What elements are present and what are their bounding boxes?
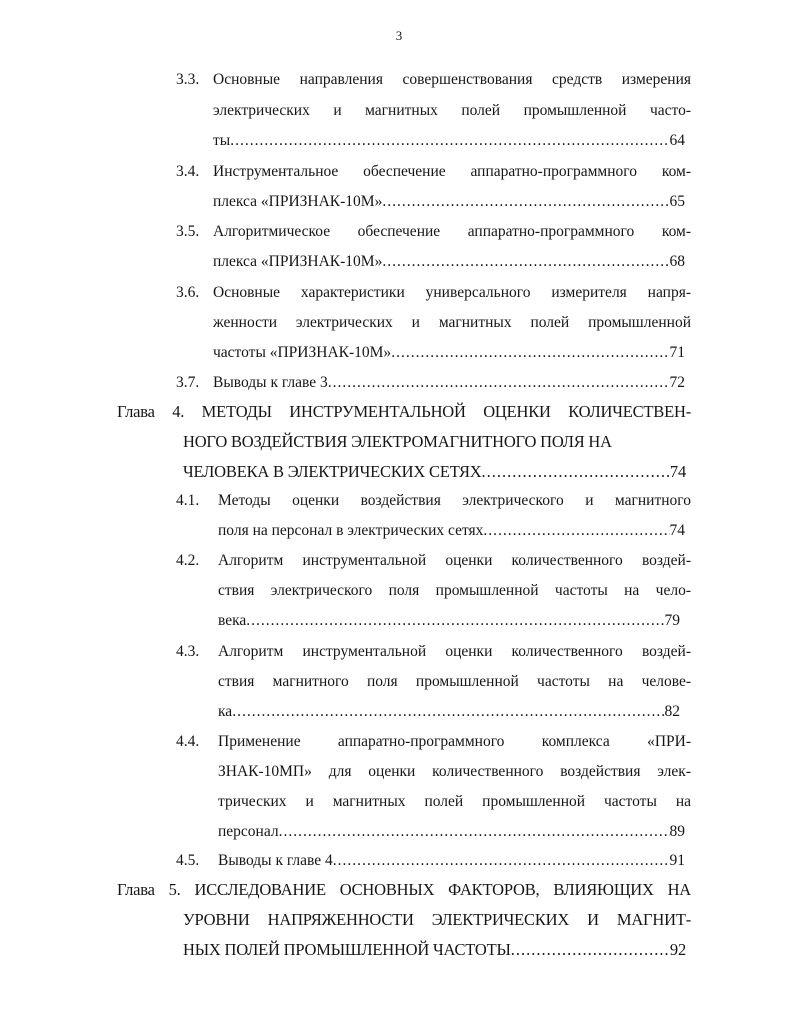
toc-leader-line <box>183 939 686 961</box>
toc-line: частоты «ПРИЗНАК-10М» <box>213 344 392 361</box>
dot-leader <box>328 373 670 393</box>
toc-line: плекса «ПРИЗНАК-10М» <box>213 193 383 210</box>
toc-leader-line <box>218 851 685 871</box>
page-ref: 79 <box>664 612 680 629</box>
section-number: 4.2. <box>176 552 200 569</box>
toc-line: персонал <box>218 823 279 840</box>
page-ref: 71 <box>669 344 685 361</box>
toc-leader-line <box>218 822 685 842</box>
section-number: 4.5. <box>176 852 200 869</box>
toc-line: электрических и магнитных полей промышленной часто- <box>213 102 691 119</box>
dot-leader <box>382 252 669 272</box>
dot-leader <box>382 192 669 212</box>
dot-leader <box>279 822 670 842</box>
toc-line: плекса «ПРИЗНАК-10М» <box>213 253 383 270</box>
chapter-title-line: Глава 5. ИССЛЕДОВАНИЕ ОСНОВНЫХ ФАКТОРОВ, ВЛИЯЮЩИХ НА <box>117 880 691 899</box>
dot-leader <box>232 702 664 722</box>
toc-leader-line <box>213 192 685 212</box>
section-number: 4.3. <box>176 643 200 660</box>
page-ref: 74 <box>669 462 686 481</box>
page-ref: 72 <box>669 374 685 391</box>
toc-line: Применение аппаратно-программного комплекса «ПРИ- <box>218 733 691 750</box>
dot-leader <box>483 521 669 541</box>
chapter-title-line: УРОВНИ НАПРЯЖЕННОСТИ ЭЛЕКТРИЧЕСКИХ И МАГНИТ- <box>183 910 691 929</box>
section-number: 3.6. <box>176 284 200 301</box>
toc-line: ты <box>213 132 231 149</box>
toc-line: женности электрических и магнитных полей промышленной <box>213 314 691 331</box>
page-ref: 89 <box>669 823 685 840</box>
dot-leader <box>511 939 670 961</box>
toc-line: ствия магнитного поля промышленной частоты на челове- <box>218 673 691 690</box>
toc-line: Основные характеристики универсального измерителя напря- <box>213 284 691 301</box>
toc-line: Методы оценки воздействия электрического и магнитного <box>218 492 691 509</box>
page-ref: 65 <box>669 193 685 210</box>
toc-line: Выводы к главе 3 <box>213 374 328 391</box>
page-ref: 68 <box>669 253 685 270</box>
page-ref: 64 <box>669 132 685 149</box>
page-ref: 82 <box>664 703 680 720</box>
page-ref: 92 <box>669 940 686 959</box>
toc-line: Выводы к главе 4 <box>218 852 333 869</box>
toc-line: Основные направления совершенствования средств измерения <box>213 71 691 88</box>
chapter-title-line: Глава 4. МЕТОДЫ ИНСТРУМЕНТАЛЬНОЙ ОЦЕНКИ КОЛИЧЕСТВЕН- <box>117 402 691 421</box>
toc-leader-line <box>183 461 686 483</box>
toc-line: века <box>218 612 247 629</box>
toc-leader-line <box>218 702 680 722</box>
toc-leader-line <box>213 373 685 393</box>
toc-leader-line <box>213 343 685 363</box>
section-number: 3.3. <box>176 71 200 88</box>
toc-leader-line <box>213 131 685 151</box>
toc-line: ЗНАК-10МП» для оценки количественного воздействия элек- <box>218 763 691 780</box>
page-number: 3 <box>395 28 403 43</box>
page-ref: 91 <box>669 852 685 869</box>
toc-leader-line <box>213 252 685 272</box>
section-number: 4.1. <box>176 492 200 509</box>
chapter-title-line: НЫХ ПОЛЕЙ ПРОМЫШЛЕННОЙ ЧАСТОТЫ <box>183 940 511 959</box>
section-number: 3.4. <box>176 163 200 180</box>
toc-line: ствия электрического поля промышленной частоты на чело- <box>218 582 691 599</box>
dot-leader <box>481 461 669 483</box>
toc-line: Алгоритмическое обеспечение аппаратно-программного ком- <box>213 223 691 240</box>
toc-line: трических и магнитных полей промышленной частоты на <box>218 793 691 810</box>
toc-line: Алгоритм инструментальной оценки количественного воздей- <box>218 552 691 569</box>
section-number: 4.4. <box>176 733 200 750</box>
toc-line: поля на персонал в электрических сетях <box>218 522 484 539</box>
toc-line: Алгоритм инструментальной оценки количественного воздей- <box>218 643 691 660</box>
toc-leader-line <box>218 521 685 541</box>
dot-leader <box>230 131 669 151</box>
section-number: 3.7. <box>176 374 200 391</box>
dot-leader <box>333 851 670 871</box>
dot-leader <box>391 343 669 363</box>
dot-leader <box>246 611 664 631</box>
chapter-title-line: НОГО ВОЗДЕЙСТВИЯ ЭЛЕКТРОМАГНИТНОГО ПОЛЯ НА <box>183 432 612 451</box>
toc-line: ка <box>218 703 233 720</box>
toc-leader-line <box>218 611 680 631</box>
toc-line: Инструментальное обеспечение аппаратно-программного ком- <box>213 163 691 180</box>
chapter-title-line: ЧЕЛОВЕКА В ЭЛЕКТРИЧЕСКИХ СЕТЯХ <box>183 462 482 481</box>
section-number: 3.5. <box>176 223 200 240</box>
page-ref: 74 <box>669 522 685 539</box>
